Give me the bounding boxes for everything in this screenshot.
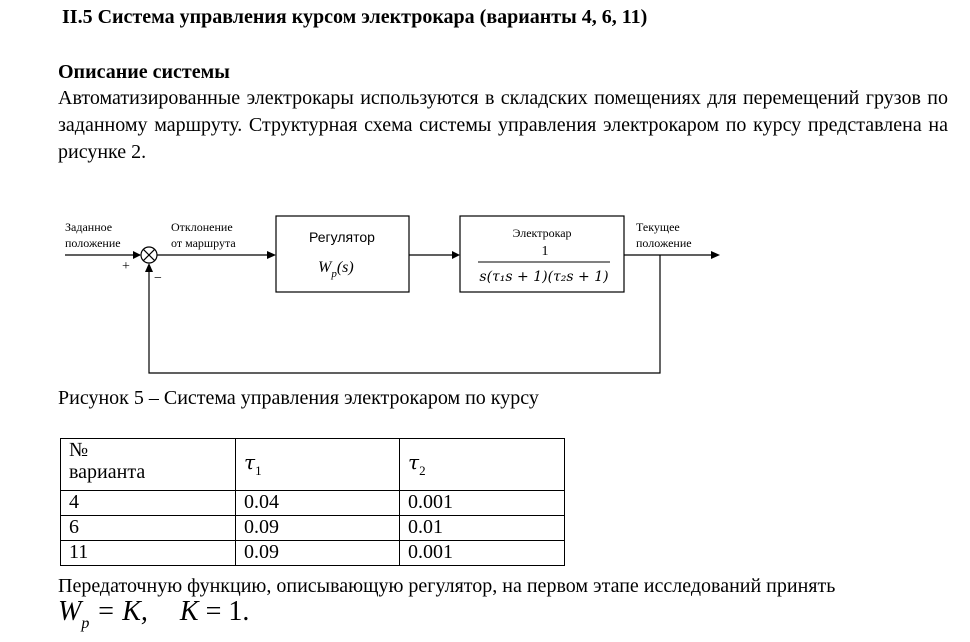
variant-cell: 11 (61, 541, 236, 566)
description-paragraph: Автоматизированные электрокары используются в складских помещениях для перемещений грузов по заданному маршруту. Структурная схема системы управления электрокаром по курсу представлена на рисунке 2. (58, 87, 948, 163)
section-heading: II.5 Система управления курсом электрокара (варианты 4, 6, 11) (62, 6, 648, 28)
parameters-table (60, 438, 565, 566)
plant-numerator: 1 (541, 244, 549, 259)
summing-junction (141, 247, 157, 263)
table-row (61, 516, 565, 541)
variant-cell: 4 (61, 491, 236, 516)
plant-title: Электрокар (512, 226, 572, 240)
controller-transfer-function: $W_p(s)$ (318, 259, 354, 280)
error-label-line1: Отклонение (171, 220, 233, 234)
control-signal-arrowhead (452, 251, 460, 259)
tau2-cell: 0.001 (400, 491, 565, 516)
description-title: Описание системы (58, 61, 230, 83)
closing-text: Передаточную функцию, описывающую регулятор, на первом этапе исследований принять (58, 575, 836, 597)
tau2-cell: 0.001 (400, 541, 565, 566)
input-label-line2: положение (65, 236, 121, 250)
tau1-cell: 0.09 (236, 516, 400, 541)
output-arrowhead (711, 251, 720, 259)
plus-sign: + (122, 259, 130, 274)
error-arrowhead (267, 251, 276, 259)
header-tau2: $\tau_2$ (400, 439, 565, 491)
tau1-cell: 0.09 (236, 541, 400, 566)
plant-denominator: s(τ₁s + 1)(τ₂s + 1) (479, 269, 609, 285)
figure-caption: Рисунок 5 – Система управления электрокаром по курсу (58, 387, 539, 409)
table-header-row (61, 439, 565, 491)
table-row (61, 541, 565, 566)
input-label-line1: Заданное (65, 220, 113, 234)
tau1-cell: 0.04 (236, 491, 400, 516)
header-tau1: $\tau_1$ (236, 439, 400, 491)
controller-title: Регулятор (309, 229, 375, 245)
table-row (61, 491, 565, 516)
output-label-line1: Текущее (636, 220, 680, 234)
controller-block (276, 216, 409, 292)
input-arrowhead (133, 251, 141, 259)
variant-cell: 6 (61, 516, 236, 541)
block-diagram (0, 200, 970, 380)
error-label-line2: от маршрута (171, 236, 236, 250)
output-label-line2: положение (636, 236, 692, 250)
minus-sign: − (154, 271, 162, 286)
controller-formula: $W_p = K$, K = 1. (58, 596, 250, 632)
header-variant: № варианта (61, 439, 236, 491)
tau2-cell: 0.01 (400, 516, 565, 541)
feedback-arrowhead (145, 263, 153, 272)
